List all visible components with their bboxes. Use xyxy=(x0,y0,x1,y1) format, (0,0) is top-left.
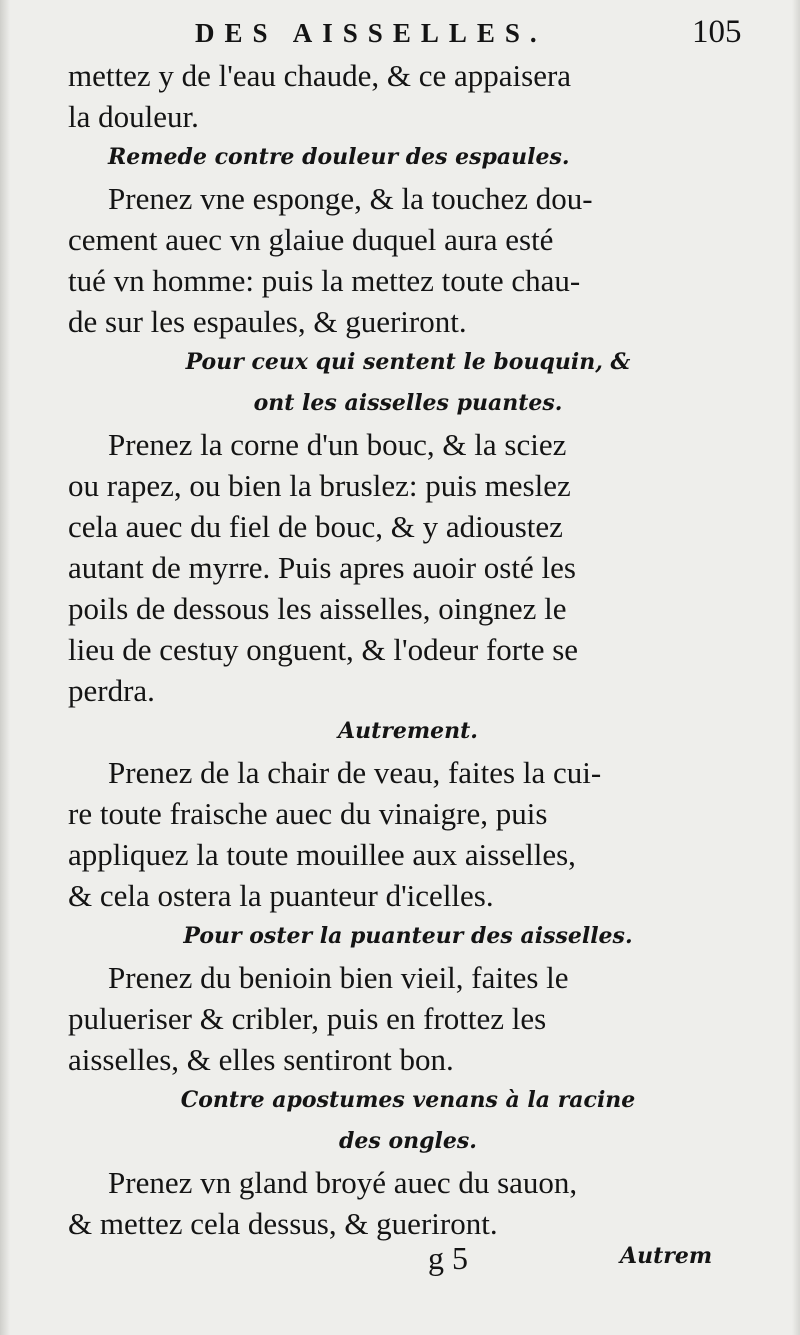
text-line: & cela ostera la puanteur d'icelles. xyxy=(68,878,494,913)
page-left-edge xyxy=(0,0,10,1335)
running-head: DES AISSELLES. xyxy=(195,18,547,48)
paragraph-first-line: Prenez du benioin bien vieil, faites le xyxy=(108,960,569,995)
text-line: lieu de cestuy onguent, & l'odeur forte se xyxy=(68,632,579,667)
text-line: aisselles, & elles sentiront bon. xyxy=(68,1042,454,1077)
text-line: de sur les espaules, & gueriront. xyxy=(68,304,467,339)
text-line: re toute fraische auec du vinaigre, puis xyxy=(68,796,548,831)
text-line: appliquez la toute mouillee aux aisselles, xyxy=(68,837,576,872)
rubric-heading: Remede contre douleur des espaules. xyxy=(108,144,570,170)
rubric-heading: Contre apostumes venans à la racine xyxy=(180,1087,636,1113)
text-line: & mettez cela dessus, & gueriront. xyxy=(68,1206,498,1241)
page-header xyxy=(0,14,800,54)
text-line: mettez y de l'eau chaude, & ce appaisera xyxy=(68,58,572,93)
text-line: autant de myrre. Puis apres auoir osté les xyxy=(68,550,576,585)
text-line: ou rapez, ou bien la bruslez: puis meslez xyxy=(68,468,571,503)
text-line: poils de dessous les aisselles, oingnez le xyxy=(68,591,567,626)
rubric-heading-continued: des ongles. xyxy=(339,1128,477,1154)
rubric-heading: Pour ceux qui sentent le bouquin, & xyxy=(185,349,631,375)
paragraph-first-line: Prenez la corne d'un bouc, & la sciez xyxy=(108,427,567,462)
paragraph-first-line: Prenez de la chair de veau, faites la cui- xyxy=(108,755,602,790)
text-line: perdra. xyxy=(68,673,155,708)
rubric-heading-continued: ont les aisselles puantes. xyxy=(253,390,563,416)
text-line: cela auec du fiel de bouc, & y adioustez xyxy=(68,509,563,544)
page-right-edge xyxy=(792,0,800,1335)
page-number: 105 xyxy=(692,14,742,50)
text-line: tué vn homme: puis la mettez toute chau- xyxy=(68,263,581,298)
text-line: la douleur. xyxy=(68,99,199,134)
text-line: pulueriser & cribler, puis en frottez les xyxy=(68,1001,547,1036)
rubric-heading: Autrement. xyxy=(338,718,478,744)
main-text xyxy=(68,55,748,1244)
paragraph-first-line: Prenez vn gland broyé auec du sauon, xyxy=(108,1165,578,1200)
catchword: Autrem xyxy=(620,1243,713,1269)
paragraph-first-line: Prenez vne esponge, & la touchez dou- xyxy=(108,181,593,216)
rubric-heading: Pour oster la puanteur des aisselles. xyxy=(183,923,633,949)
signature-mark: g 5 xyxy=(428,1240,468,1276)
text-line: cement auec vn glaiue duquel aura esté xyxy=(68,222,554,257)
page-footer xyxy=(0,1235,800,1295)
